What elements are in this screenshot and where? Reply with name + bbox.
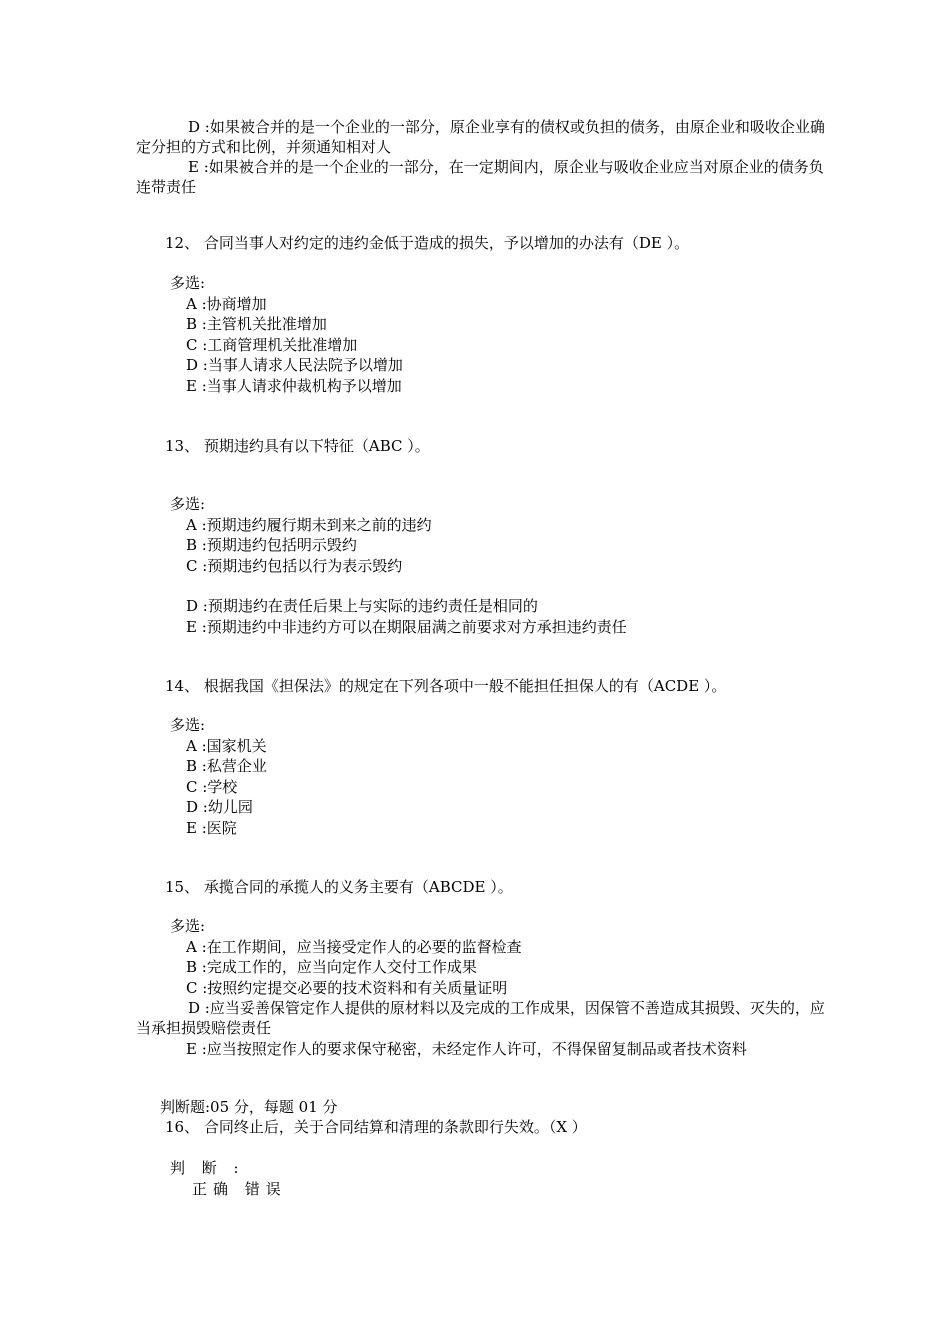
q11-option-e: E :如果被合并的是一个企业的一部分，在一定期间内，原企业与吸收企业应当对原企业的债务负连带责任 [136, 158, 824, 196]
q12-option-d: D :当事人请求人民法院予以增加 [186, 356, 403, 374]
q13-option-e: E :预期违约中非违约方可以在期限届满之前要求对方承担违约责任 [186, 618, 627, 636]
q12-option-b: B :主管机关批准增加 [186, 315, 327, 333]
q11-option-d: D :如果被合并的是一个企业的一部分，原企业享有的债权或负担的债务，由原企业和吸收企业确定分担的方式和比例，并须通知相对人 [136, 118, 825, 156]
q12-option-c: C :工商管理机关批准增加 [186, 336, 358, 354]
q13-type-label: 多选: [170, 495, 206, 513]
q13-option-a: A :预期违约履行期未到来之前的违约 [186, 516, 432, 534]
q15-type-label: 多选: [170, 917, 206, 935]
q13-option-b: B :预期违约包括明示毁约 [186, 536, 357, 554]
q13-question: 13、 预期违约具有以下特征（ABC ）。 [165, 437, 430, 455]
q12-type-label: 多选: [170, 274, 206, 292]
q15-question: 15、 承揽合同的承揽人的义务主要有（ABCDE ）。 [165, 878, 513, 896]
q14-option-d: D :幼儿园 [186, 798, 253, 816]
q16-choices: 正确 错误 [192, 1180, 287, 1198]
q14-option-c: C :学校 [186, 778, 238, 796]
q14-question: 14、 根据我国《担保法》的规定在下列各项中一般不能担任担保人的有（ACDE ）。 [165, 677, 727, 695]
section-tf-header: 判断题:05 分，每题 01 分 [160, 1098, 338, 1116]
q14-option-b: B :私营企业 [186, 757, 267, 775]
q15-option-e: E :应当按照定作人的要求保守秘密，未经定作人许可，不得保留复制品或者技术资料 [186, 1040, 747, 1058]
q14-type-label: 多选: [170, 716, 206, 734]
q14-option-a: A :国家机关 [186, 737, 267, 755]
q15-option-a: A :在工作期间，应当接受定作人的必要的监督检查 [186, 938, 522, 956]
q12-option-a: A :协商增加 [186, 295, 267, 313]
q12-question: 12、 合同当事人对约定的违约金低于造成的损失，予以增加的办法有（DE ）。 [165, 234, 690, 252]
q13-option-d: D :预期违约在责任后果上与实际的违约责任是相同的 [186, 597, 538, 615]
q13-option-c: C :预期违约包括以行为表示毁约 [186, 557, 403, 575]
q16-question: 16、 合同终止后，关于合同结算和清理的条款即行失效。（X ） [165, 1118, 587, 1136]
q15-option-c: C :按照约定提交必要的技术资料和有关质量证明 [186, 979, 508, 997]
q16-type-label: 判 断 : [170, 1159, 245, 1177]
q15-option-b: B :完成工作的，应当向定作人交付工作成果 [186, 958, 477, 976]
q12-option-e: E :当事人请求仲裁机构予以增加 [186, 377, 402, 395]
q14-option-e: E :医院 [186, 819, 237, 837]
q15-option-d: D :应当妥善保管定作人提供的原材料以及完成的工作成果，因保管不善造成其损毁、灭失的，应当承担损毁赔偿责任 [136, 999, 825, 1037]
